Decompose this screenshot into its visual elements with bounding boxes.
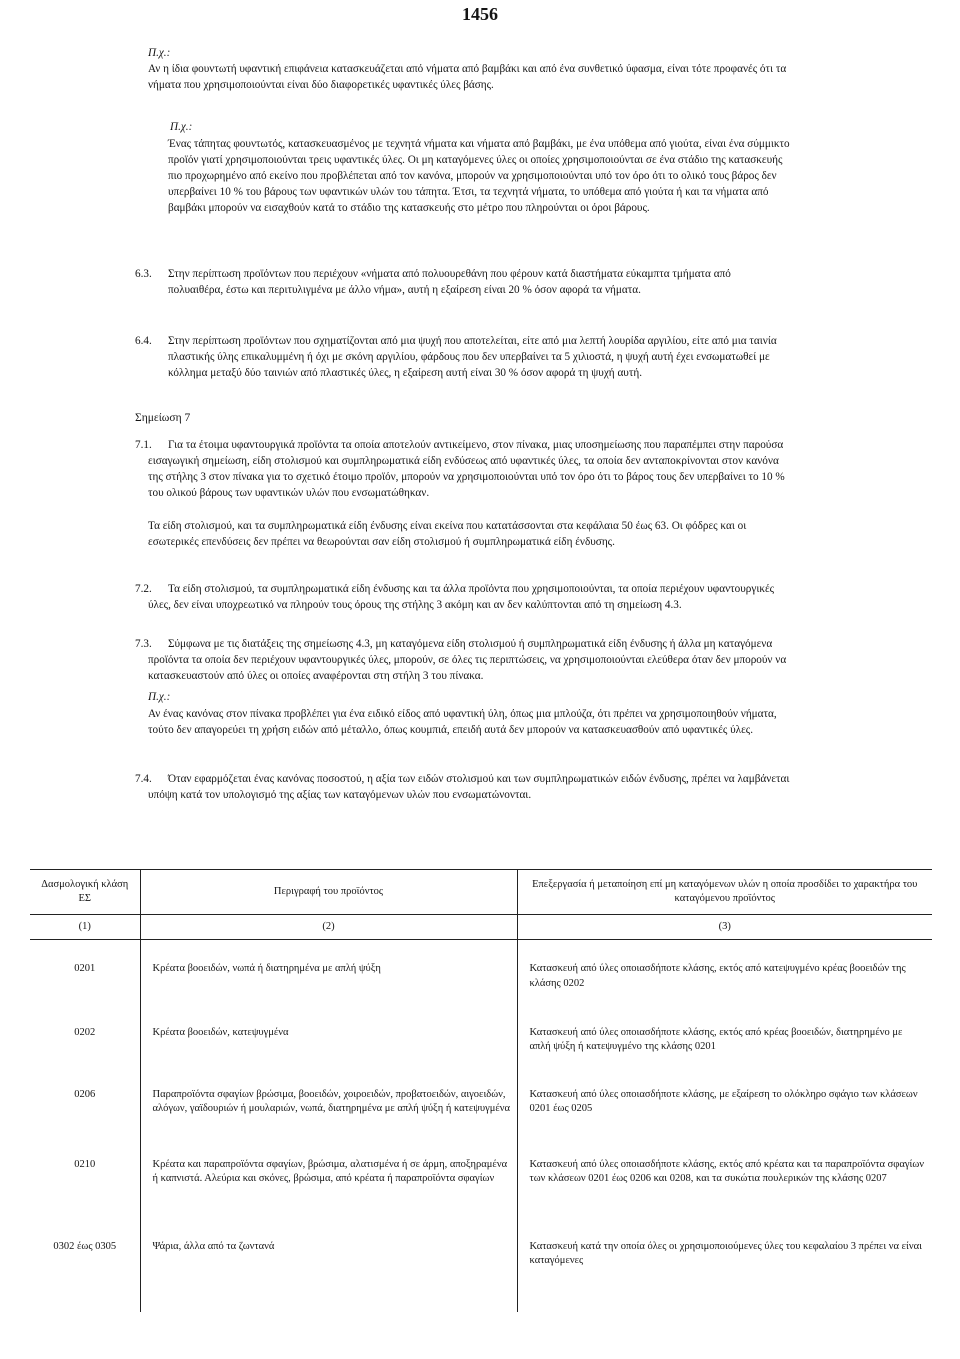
point-text: Τα είδη στολισμού, και τα συμπληρωματικά είδη ένδυσης είναι εκείνα που κατατάσσονται στα κεφάλαια 50 έως 63. Οι φόδρες και οι εσωτερικές επενδύσεις δεν πρέπει να θεωρούνται σαν είδη στολισμού ή συμπληρωματικά είδη ένδυσης. [148, 520, 747, 548]
tariff-code: 0201 [74, 963, 96, 974]
product-description: Παραπροϊόντα σφαγίων βρώσιμα, βοοειδών, χοιροειδών, προβατοειδών, αιγοειδών, αλόγων, γαϊδουριών ή μουλαριών, νωπά, διατηρημένα με απλή ψύξη ή κατεψυγμένα [140, 1080, 517, 1150]
point-number: 7.4. [135, 773, 152, 785]
product-description: Κρέατα βοοειδών, κατεψυγμένα [140, 1018, 517, 1080]
column-index: (1) [30, 915, 140, 940]
table-row [30, 1080, 932, 1150]
note-heading: Σημείωση 7 [135, 412, 191, 424]
origin-rule: Κατασκευή κατά την οποία όλες οι χρησιμοποιούμενες ύλες του κεφαλαίου 3 πρέπει να είναι καταγόμενες [517, 1232, 932, 1312]
page-number: 1456 [462, 4, 498, 24]
product-description: Κρέατα και παραπροϊόντα σφαγίων, βρώσιμα, αλατισμένα ή σε άρμη, αποξηραμένα ή καπνιστά. Αλεύρια και σκόνες, βρώσιμα, από κρέατα ή παραπροϊόντα σφαγίων [140, 1150, 517, 1232]
point-number: 7.2. [135, 583, 152, 595]
column-header-description: Περιγραφή του προϊόντος [140, 870, 517, 915]
point-text: Για τα έτοιμα υφαντουργικά προϊόντα τα οποία αποτελούν αντικείμενο, στον πίνακα, μιας υποσημείωσης που παραπέμπει στην παρούσα εισαγωγική σημείωση, είδη στολισμού και συμπληρωματικά είδη ενδύσεως από υφαντικές ύλες, τα οποία δεν ανταποκρίνονται στον κανόνα της στήλης 3 στον πίνακα για το σχετικό έτοιμο προϊόν, μπορούν να χρησιμοποιούνται υπό τον όρο ότι το βάρος τους δεν υπερβαίνει το 10 % του ολικού βάρους των υφαντικών υλών που ενσωματώθηκαν. [148, 439, 785, 499]
point-text: Όταν εφαρμόζεται ένας κανόνας ποσοστού, η αξία των ειδών στολισμού και των συμπληρωματικών ειδών ένδυσης, πρέπει να λαμβάνεται υπόψη κατά τον υπολογισμό της αξίας των καταγόμενων υλών που ενσωματώνονται. [148, 773, 790, 801]
origin-rule: Κατασκευή από ύλες οποιασδήποτε κλάσης, εκτός από κρέατα και τα παραπροϊόντα σφαγίων των κλάσεων 0201 έως 0206 και 0208, και τα συκώτια πουλερικών της κλάσης 0207 [517, 1150, 932, 1232]
point-number: 6.4. [135, 335, 152, 347]
example-label: Π.χ.: [170, 121, 193, 133]
point-text: Σύμφωνα με τις διατάξεις της σημείωσης 4.3, μη καταγόμενα είδη στολισμού ή συμπληρωματικά είδη ένδυσης ή άλλα μη καταγόμενα προϊόντα τα οποία δεν περιέχουν υφαντουργικές ύλες, μπορούν, σε όλες τις περιπτώσεις, να χρησιμοποιούνται ελεύθερα όταν δεν μπορούν να κατασκευαστούν από ύλες οι οποίες αναφέρονται στη στήλη 3 του πίνακα. [148, 638, 787, 682]
column-index: (3) [517, 915, 932, 940]
table-row [30, 1232, 932, 1312]
example-paragraph: Αν ένας κανόνας στον πίνακα προβλέπει για ένα ειδικό είδος από υφαντική ύλη, όπως μια μπλούζα, ότι πρέπει να χρησιμοποιηθούν νήματα, τούτο δεν απαγορεύει τη χρήση ειδών από μέταλλο, όπως κουμπιά, επειδή αυτά δεν μπορούν να κατασκευασθούν από υφαντικές ύλες. [148, 708, 777, 736]
product-description: Κρέατα βοοειδών, νωπά ή διατηρημένα με απλή ψύξη [140, 940, 517, 1018]
example-paragraph: Ένας τάπητας φουντωτός, κατασκευασμένος με τεχνητά νήματα και νήματα από βαμβάκι, με ένα υπόθεμα από γιούτα, είναι ένα σύμμικτο προϊόν γιατί χρησιμοποιούνται τρεις υφαντικές ύλες. Οι μη καταγόμενες ύλες οι οποίες χρησιμοποιούνται σε ένα στάδιο της κατασκευής πιο προχωρημένο από εκείνο που προβλέπεται από τον κανόνα, μπορούν να χρησιμοποιούνται υπό τον όρο ότι το ολικό τους βάρος δεν υπερβαίνει 10 % του βάρους των υφαντικών υλών του τάπητα. Έτσι, τα τεχνητά νήματα, το υπόθεμα από γιούτα ή και τα νήματα από βαμβάκι μπορούν να εισαχθούν κατά το στάδιο της κατασκευής στο μέτρο που πληρούνται οι όροι βάρους. [168, 138, 790, 214]
table-row [30, 1150, 932, 1232]
origin-rule: Κατασκευή από ύλες οποιασδήποτε κλάσης, εκτός από κρέας βοοειδών, διατηρημένο με απλή ψύξη ή κατεψυγμένο της κλάσης 0201 [517, 1018, 932, 1080]
column-index: (2) [140, 915, 517, 940]
product-description: Ψάρια, άλλα από τα ζωντανά [140, 1232, 517, 1312]
point-number: 7.3. [135, 638, 152, 650]
point-text: Στην περίπτωση προϊόντων που περιέχουν «νήματα από πολυουρεθάνη που φέρουν κατά διαστήματα εύκαμπτα τμήματα από πολυαιθέρα, έστω και περιτυλιγμένα με άλλο νήμα», αυτή η εξαίρεση είναι 20 % όσον αφορά τα νήματα. [168, 268, 731, 296]
point-text: Τα είδη στολισμού, τα συμπληρωματικά είδη ένδυσης και τα άλλα προϊόντα που χρησιμοποιούνται, τα οποία περιέχουν υφαντουργικές ύλες, δεν είναι υποχρεωτικό να πληρούν τους όρους της στήλης 3 ακόμη και αν δεν καλύπτονται από τη σημείωση 4.3. [148, 583, 775, 611]
table-row [30, 1018, 932, 1080]
example-label: Π.χ.: [148, 691, 171, 703]
tariff-code: 0202 [74, 1026, 96, 1038]
example-paragraph: Αν η ίδια φουντωτή υφαντική επιφάνεια κατασκευάζεται από νήματα από βαμβάκι και από ένα συνθετικό ύφασμα, είναι τότε προφανές ότι τα νήματα που χρησιμοποιούνται είναι δύο διαφορετικές υφαντικές ύλες βάσης. [148, 63, 787, 91]
table-row [30, 940, 932, 1018]
point-text: Στην περίπτωση προϊόντων που σχηματίζονται από μια ψυχή που αποτελείται, είτε από μια λεπτή λουρίδα αργιλίου, είτε από μια ταινία πλαστικής ύλης επικαλυμμένη ή όχι με σκόνη αργιλίου, φάρδους που δεν υπερβαίνει τα 5 χιλιοστά, η ψυχή αυτή έχει ενσωματωθεί με κόλλημα μεταξύ δύο ταινιών από πλαστικές ύλες, η εξαίρεση αυτή είναι 30 % όσον αφορά τη ψυχή αυτή. [168, 335, 777, 379]
column-header-code: Δασμολογική κλάση ΕΣ [30, 870, 140, 915]
example-label: Π.χ.: [148, 47, 171, 59]
tariff-code: 0206 [74, 1088, 96, 1100]
rules-table [30, 869, 932, 1312]
origin-rule: Κατασκευή από ύλες οποιασδήποτε κλάσης, εκτός από κατεψυγμένο κρέας βοοειδών της κλάσης 0202 [517, 940, 932, 1018]
point-number: 6.3. [135, 268, 152, 280]
tariff-code: 0302 έως 0305 [53, 1240, 117, 1252]
point-number: 7.1. [135, 439, 152, 451]
tariff-code: 0210 [74, 1158, 96, 1170]
column-header-rule: Επεξεργασία ή μεταποίηση επί μη καταγόμενων υλών η οποία προσδίδει το χαρακτήρα του καταγόμενου προϊόντος [517, 870, 932, 915]
origin-rule: Κατασκευή από ύλες οποιασδήποτε κλάσης, με εξαίρεση το ολόκληρο σφάγιο των κλάσεων 0201 έως 0205 [517, 1080, 932, 1150]
